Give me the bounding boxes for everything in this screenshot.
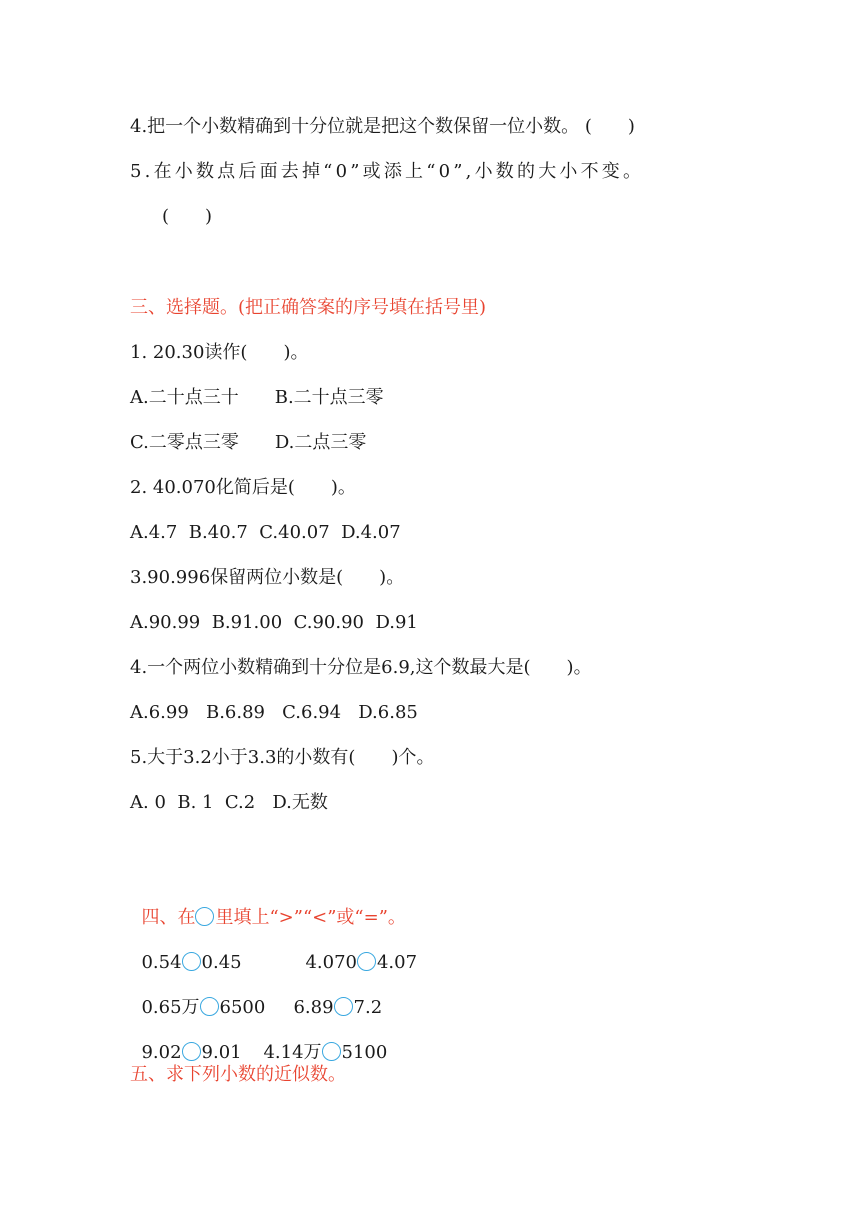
compare-left: 0.65万	[141, 997, 200, 1018]
compare-left: 9.02	[141, 1042, 182, 1063]
compare-row-1-second	[294, 927, 417, 975]
section-5-heading: 五、求下列小数的近似数。	[130, 1064, 346, 1085]
question-4-options: A.6.99 B.6.89 C.6.94 D.6.85	[130, 702, 418, 723]
section-4-heading-before: 四、在	[141, 907, 196, 928]
question-2-stem: 2. 40.070化简后是( )。	[130, 477, 356, 498]
compare-circle[interactable]	[322, 1042, 341, 1061]
compare-row-2	[130, 972, 265, 1020]
section-4-heading	[130, 882, 406, 930]
compare-circle[interactable]	[334, 997, 353, 1016]
judgement-item-5-answer-bracket[interactable]: ( )	[162, 206, 213, 227]
question-1-options-cd: C.二零点三零 D.二点三零	[130, 432, 367, 453]
question-5-stem: 5.大于3.2小于3.3的小数有( )个。	[130, 747, 435, 768]
compare-left: 0.54	[141, 952, 182, 973]
question-3-stem: 3.90.996保留两位小数是( )。	[130, 567, 405, 588]
compare-right: 6500	[219, 997, 266, 1018]
compare-left: 4.070	[305, 952, 357, 973]
section-3-heading: 三、选择题。(把正确答案的序号填在括号里)	[130, 297, 487, 318]
question-3-options: A.90.99 B.91.00 C.90.90 D.91	[130, 612, 418, 633]
judgement-item-5: 5.在小数点后面去掉“0”或添上“0”,小数的大小不变。	[130, 161, 645, 182]
compare-left: 4.14万	[263, 1042, 322, 1063]
compare-circle[interactable]	[182, 1042, 201, 1061]
circle-icon	[195, 907, 214, 926]
question-4-stem: 4.一个两位小数精确到十分位是6.9,这个数最大是( )。	[130, 657, 592, 678]
question-1-options-ab: A.二十点三十 B.二十点三零	[130, 387, 384, 408]
question-2-options: A.4.7 B.40.7 C.40.07 D.4.07	[130, 522, 401, 543]
compare-circle[interactable]	[200, 997, 219, 1016]
compare-left: 6.89	[293, 997, 334, 1018]
compare-right: 9.01	[201, 1042, 242, 1063]
compare-right: 4.07	[376, 952, 418, 973]
compare-right: 7.2	[353, 997, 383, 1018]
compare-row-1	[130, 927, 242, 975]
compare-row-3	[130, 1017, 242, 1065]
compare-circle[interactable]	[182, 952, 201, 971]
compare-right: 5100	[341, 1042, 388, 1063]
judgement-item-4: 4.把一个小数精确到十分位就是把这个数保留一位小数。 ( )	[130, 116, 635, 137]
question-5-options: A. 0 B. 1 C.2 D.无数	[130, 792, 328, 813]
compare-row-3-second	[252, 1017, 387, 1065]
section-4-heading-after: 里填上“>”“<”或“=”。	[215, 907, 406, 928]
compare-circle[interactable]	[357, 952, 376, 971]
compare-right: 0.45	[201, 952, 242, 973]
compare-row-2-second	[282, 972, 382, 1020]
question-1-stem: 1. 20.30读作( )。	[130, 342, 309, 363]
